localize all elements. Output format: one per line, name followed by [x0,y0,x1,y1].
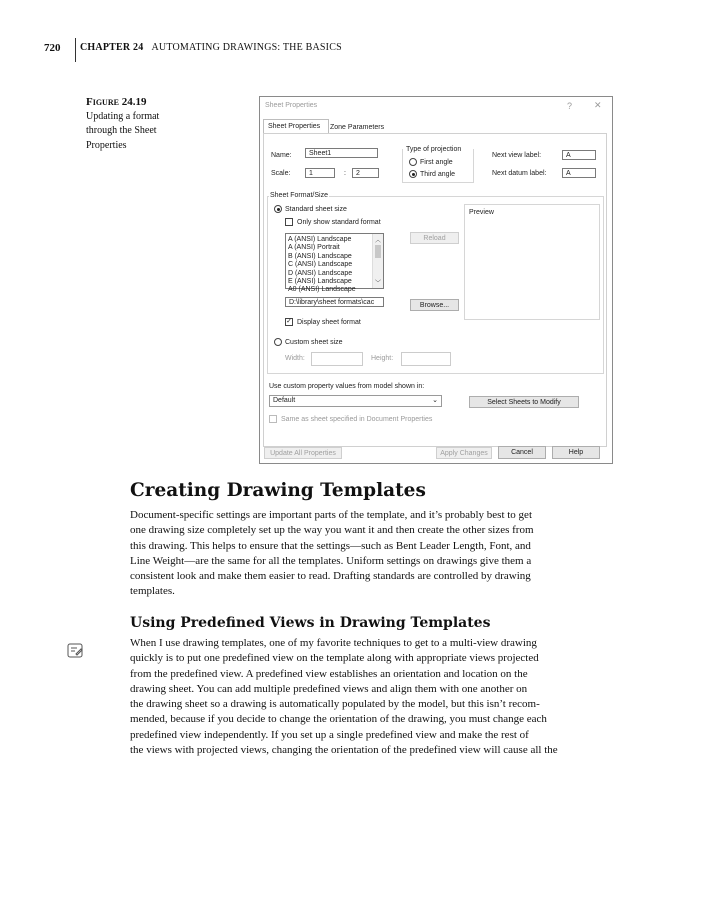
text-line: the drawing sheet so a drawing is automatically populated by the model, but this isn’t recom- [130,698,540,711]
name-label: Name: [271,152,292,159]
preview-box [464,204,600,320]
text-line: Line Weight—are the same for all the templates. Uniform settings on drawings give them a [130,554,532,567]
standard-size-radio[interactable] [274,205,282,213]
running-header [80,42,342,53]
text-line: one drawing size completely set up the way you want it and then create the other sizes from [130,524,534,537]
browse-button[interactable]: Browse... [410,299,459,311]
use-custom-label: Use custom property values from model shown in: [269,383,425,390]
text-line: this drawing. This helps to ensure that the settings—such as Bent Leader Length, Font, and [130,539,531,552]
text-line: When I use drawing templates, one of my favorite techniques to get to a multi-view drawing [130,637,537,649]
only-standard-checkbox[interactable] [285,218,293,226]
text-line: consistent look and make them easier to read. Drafting standards are controlled by drawing [130,570,531,583]
scale-separator: : [344,170,346,177]
scroll-thumb[interactable] [375,245,381,258]
cancel-button[interactable]: Cancel [498,446,546,459]
next-datum-input[interactable]: A [562,168,596,178]
text-line: templates. [130,585,175,598]
sheet-properties-dialog [259,96,613,464]
next-view-label: Next view label: [492,152,542,159]
list-item[interactable]: D (ANSI) Landscape [288,269,353,277]
paragraph [130,636,660,758]
update-all-button[interactable]: Update All Properties [264,447,342,459]
paragraph [130,508,660,600]
text-line: from the predefined view. A predefined view establishes an orientation and location on the [130,667,528,680]
list-item[interactable]: A (ANSI) Landscape [288,236,352,243]
list-scrollbar[interactable] [372,234,383,288]
scale-numerator-input[interactable]: 1 [305,168,335,178]
format-list[interactable] [285,233,384,294]
chapter-title: AUTOMATING DRAWINGS: THE BASICS [151,42,342,53]
chapter-label: CHAPTER 24 [80,42,144,53]
text-line: mended, because if you decide to change the orientation of the drawing, you must change each [130,713,547,726]
next-view-input[interactable]: A [562,150,596,160]
tab-zone-parameters[interactable]: Zone Parameters [330,124,385,131]
custom-size-radio[interactable] [274,338,282,346]
third-angle-radio[interactable] [409,170,417,178]
list-item[interactable]: B (ANSI) Landscape [288,252,352,260]
scroll-down-icon[interactable]: ﹀ [375,281,382,287]
display-format-label: Display sheet format [297,319,361,326]
chevron-down-icon: ⌄ [432,397,438,404]
apply-changes-button[interactable]: Apply Changes [436,447,492,459]
section-heading: Creating Drawing Templates [130,480,426,501]
text-line: drawing sheet. You can add multiple predefined views and align them with one another on [130,682,528,695]
dialog-title: Sheet Properties [265,102,318,109]
caption-line: Updating a format [86,110,160,122]
subsection-heading: Using Predefined Views in Drawing Templates [130,615,491,631]
first-angle-radio[interactable] [409,158,417,166]
header-divider [75,38,76,62]
close-icon[interactable]: ✕ [594,100,602,110]
third-angle-label: Third angle [420,171,456,178]
text-line: the views with projected views, changing the orientation of the predefined view will cause all the [130,744,558,757]
reload-button[interactable]: Reload [410,232,459,244]
height-label: Height: [371,355,394,362]
page-number: 720 [44,42,61,54]
list-item[interactable]: A (ANSI) Portrait [288,244,340,252]
same-as-sheet-checkbox[interactable] [269,415,277,423]
next-datum-label: Next datum label: [492,170,547,177]
first-angle-label: First angle [420,159,453,166]
projection-label: Type of projection [406,146,462,153]
format-group-label: Sheet Format/Size [270,192,328,199]
list-item[interactable]: A0 (ANSI) Landscape [288,286,356,294]
name-input[interactable]: Sheet1 [305,148,378,158]
caption-line: through the Sheet [86,125,157,136]
width-label: Width: [285,355,305,362]
figure-caption [86,95,196,153]
display-format-checkbox[interactable]: ✓ [286,318,292,325]
scale-denominator-input[interactable]: 2 [352,168,379,178]
help-icon[interactable]: ? [567,101,573,111]
height-input[interactable] [401,352,451,366]
model-select[interactable] [269,395,442,407]
list-item[interactable]: E (ANSI) Landscape [288,278,352,286]
text-line: Document-specific settings are important parts of the template, and it’s probably best to get [130,509,532,521]
text-line: predefined view independently. If you set up a single predefined view and make the rest of [130,728,529,741]
same-as-sheet-label: Same as sheet specified in Document Properties [281,416,433,423]
scale-label: Scale: [271,170,291,177]
model-select-value: Default [273,397,296,404]
caption-line: Properties [86,139,127,151]
width-input[interactable] [311,352,363,366]
note-icon [67,642,84,659]
custom-size-label: Custom sheet size [285,339,343,346]
preview-label: Preview [469,209,494,216]
help-button[interactable]: Help [552,446,600,459]
scroll-up-icon[interactable]: ︿ [375,238,382,244]
format-path-input[interactable]: D:\library\sheet formats\cac [285,297,384,307]
tab-sheet-properties[interactable]: Sheet Properties [268,123,321,130]
list-item[interactable]: C (ANSI) Landscape [288,261,353,269]
only-standard-label: Only show standard format [297,219,381,226]
select-sheets-button[interactable]: Select Sheets to Modify [469,396,579,408]
text-line: quickly is to put one predefined view on the template along with appropriate views projected [130,652,539,665]
standard-size-label: Standard sheet size [285,206,347,213]
figure-label: Figure 24.19 [86,96,147,108]
